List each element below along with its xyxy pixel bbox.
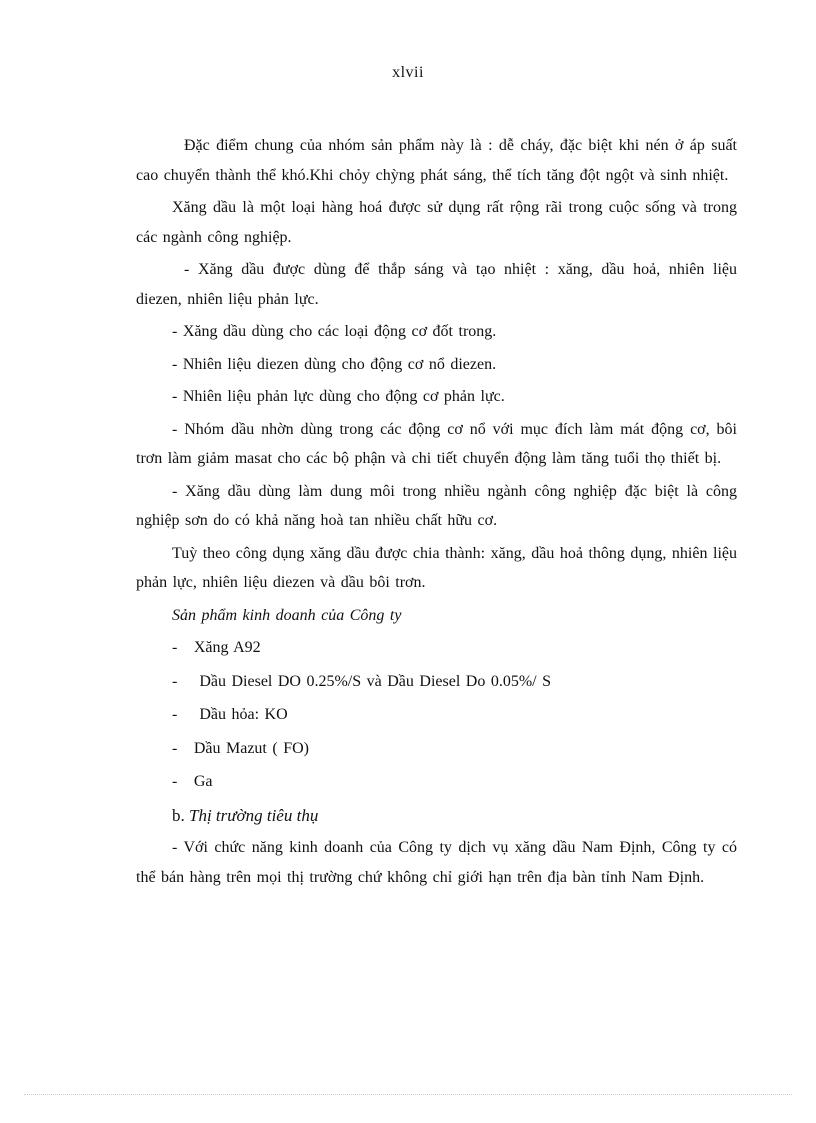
product-item: - Xăng A92 [172, 639, 261, 656]
section-b-letter: b. [172, 805, 185, 825]
section-b-heading [136, 801, 737, 831]
paragraph-petroleum-usage: Xăng dầu là một loại hàng hoá được sử dụng rất rộng rãi trong cuộc sống và trong các ngành công nghiệp. [136, 199, 737, 246]
paragraph-market: - Với chức năng kinh doanh của Công ty dịch vụ xăng dầu Nam Định, Công ty có thể bán hàng trên mọi thị trường chứ không chỉ giới hạn trên địa bàn tỉnh Nam Định. [136, 839, 737, 886]
paragraph-lubricants: - Nhóm dầu nhờn dùng trong các động cơ nổ với mục đích làm mát động cơ, bôi trơn làm giảm masat cho các bộ phận và chi tiết chuyển động làm tăng tuổi thọ thiết bị. [136, 420, 737, 467]
section-b-title: Thị trường tiêu thụ [189, 805, 319, 825]
document-body [136, 131, 737, 895]
footer-divider [24, 1094, 792, 1095]
product-item: - Dầu Diesel DO 0.25%/S và Dầu Diesel Do 0.05%/ S [172, 672, 551, 690]
paragraph-solvents: - Xăng dầu dùng làm dung môi trong nhiều ngành công nghiệp đặc biệt là công nghiệp sơn do có khả năng hoà tan nhiều chất hữu cơ. [136, 482, 737, 529]
product-item: - Ga [172, 773, 213, 790]
paragraph-diesel-engines: - Nhiên liệu diezen dùng cho động cơ nổ diezen. [172, 355, 497, 373]
products-heading: Sản phẩm kinh doanh của Công ty [172, 606, 402, 624]
product-item: - Dầu hỏa: KO [172, 706, 288, 723]
product-item: - Dầu Mazut ( FO) [172, 739, 309, 757]
paragraph-general-characteristics: Đặc điểm chung của nhóm sản phẩm này là : dễ cháy, đặc biệt khi nén ở áp suất cao chuyển thành thể khó.Khi chỏy chỳng phát sáng, thể tích tăng đột ngột và sinh nhiệt. [136, 137, 737, 184]
paragraph-jet-engines: - Nhiên liệu phản lực dùng cho động cơ phản lực. [172, 388, 505, 405]
page-number: xlvii [392, 64, 424, 81]
paragraph-classification: Tuỳ theo công dụng xăng dầu được chia thành: xăng, dầu hoả thông dụng, nhiên liệu phản lực, nhiên liệu diezen và dầu bôi trơn. [136, 544, 737, 591]
paragraph-combustion-engines: - Xăng dầu dùng cho các loại động cơ đốt trong. [172, 323, 497, 340]
paragraph-lighting-heating: - Xăng dầu được dùng để thắp sáng và tạo nhiệt : xăng, dầu hoả, nhiên liệu diezen, nhiên liệu phản lực. [136, 261, 737, 308]
